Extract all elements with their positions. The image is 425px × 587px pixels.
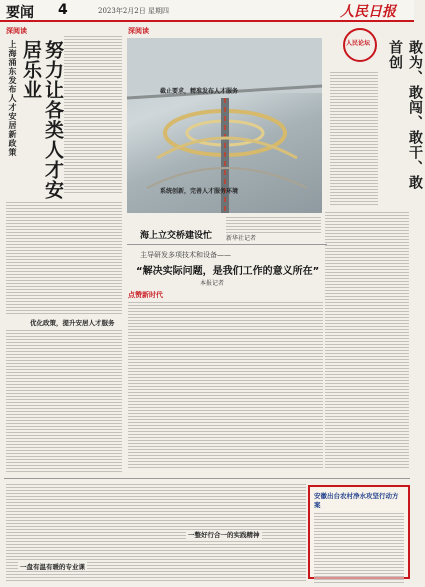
left-story-subhead: 优化政策，提升安居人才服务 <box>30 319 115 327</box>
middle-subhead-1: 截止要求，精准发布人才服务 <box>160 88 239 95</box>
feature-byline: 本报记者 <box>200 280 225 287</box>
feature-body <box>128 300 323 470</box>
forum-body-top <box>330 70 378 205</box>
left-story-headline: 努力让各类人才安居乐业 <box>20 40 64 200</box>
highlight-body <box>314 511 404 583</box>
highlight-box <box>308 485 410 579</box>
bottom-subhead-2: 一盘有温有暖的专业课 <box>20 563 85 571</box>
section-name: 要闻 <box>6 5 34 21</box>
forum-headline: 敢为、敢闯、敢干、敢首创 <box>387 40 423 190</box>
left-story-tag: 深阅读 <box>6 27 27 35</box>
middle-tag: 深阅读 <box>128 27 149 35</box>
left-story-kicker: 上海涌东发布人才安居新政策 <box>8 40 18 157</box>
issue-date: 2023年2月2日 星期四 <box>98 7 169 15</box>
page-number: 4 <box>58 2 68 18</box>
left-story-body-top <box>64 34 122 194</box>
feature-tag: 点赞新时代 <box>128 291 163 299</box>
forum-body <box>325 210 409 470</box>
feature-kicker: 主导研发多项技术和设备—— <box>140 251 231 259</box>
highlight-title: 安徽出台农村净水攻坚行动方案 <box>314 492 399 509</box>
photo-credit: 新华社记者 <box>226 235 257 242</box>
feature-headline: “解决实际问题，是我们工作的意义所在” <box>136 266 320 277</box>
left-story-body-mid <box>6 200 122 315</box>
left-story-body-bottom <box>6 328 122 473</box>
photo-note <box>226 215 321 242</box>
page-header <box>0 0 414 22</box>
forum-badge: 人民论坛 <box>346 40 371 47</box>
middle-subhead-2: 系统创新，完善人才服务环境 <box>160 188 239 195</box>
bottom-subhead-1: 一整好行合一的实践精神 <box>188 531 260 539</box>
photo-caption: 海上立交桥建设忙 <box>140 231 213 241</box>
masthead-logo: 人民日报 <box>340 4 396 20</box>
